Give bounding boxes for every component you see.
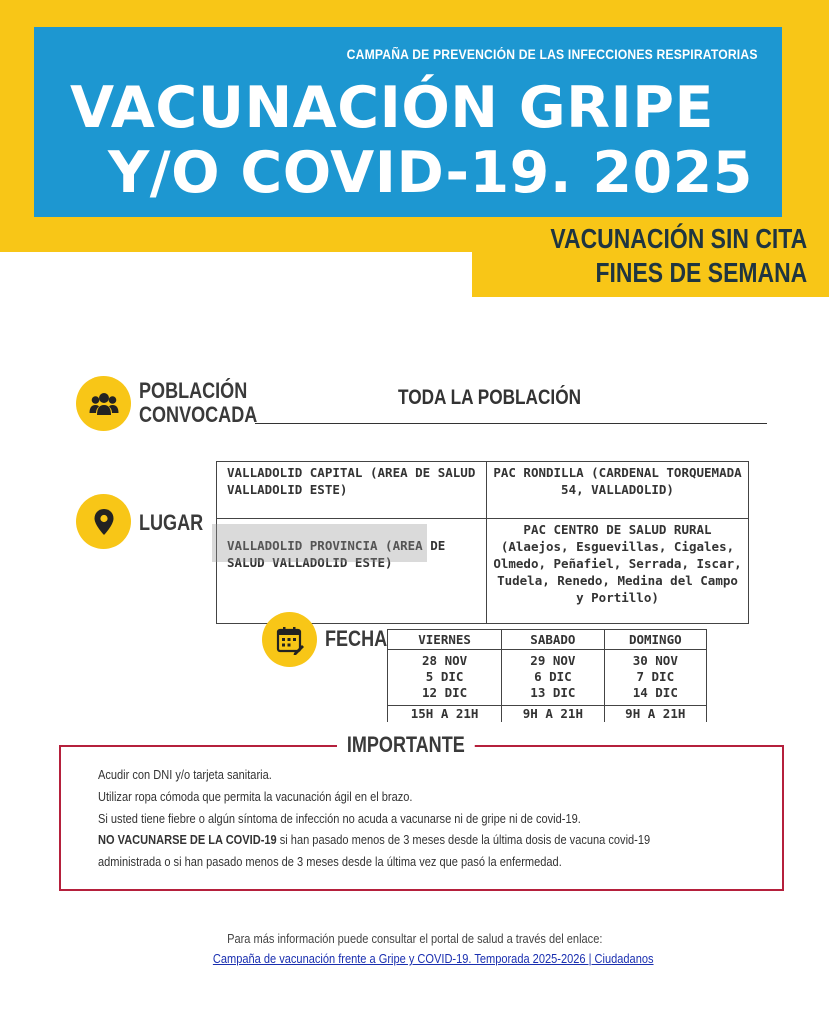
poblacion-value: TODA LA POBLACIÓN	[398, 386, 582, 409]
importante-bold: NO VACUNARSE DE LA COVID-19	[98, 832, 277, 847]
main-title-line1: VACUNACIÓN GRIPE	[70, 75, 714, 141]
area-cell: VALLADOLID PROVINCIA (AREA DE SALUD VALLADOLID ESTE)	[217, 519, 487, 624]
importante-rest: si han pasado menos de 3 meses desde la última dosis de vacuna covid-19	[276, 832, 651, 847]
main-title-line2: Y/O COVID-19. 2025	[108, 140, 753, 206]
day-header: SABADO	[502, 630, 604, 650]
fecha-label: FECHA	[325, 626, 388, 651]
date-value: 6 DIC	[534, 669, 572, 684]
group-icon	[76, 376, 131, 431]
footer-link-text[interactable]: Campaña de vacunación frente a Gripe y COVID-19. Temporada 2025-2026 | Ciudadanos	[212, 951, 654, 966]
importante-line: Acudir con DNI y/o tarjeta sanitaria.	[98, 767, 272, 782]
walk-in-line2: FINES DE SEMANA	[595, 257, 807, 288]
date-value: 7 DIC	[636, 669, 675, 684]
table-header-row	[388, 630, 707, 650]
day-header: DOMINGO	[604, 630, 706, 650]
hours-cell: 9H A 21H	[502, 706, 604, 723]
calendar-icon	[262, 612, 317, 667]
place-cell: PAC RONDILLA (CARDENAL TORQUEMADA 54, VALLADOLID)	[487, 462, 749, 519]
footer-info	[0, 931, 829, 946]
date-cell	[604, 650, 706, 706]
importante-line	[98, 832, 650, 847]
footer-info-text: Para más información puede consultar el portal de salud a través del enlace:	[226, 931, 603, 946]
date-value: 12 DIC	[422, 685, 468, 700]
day-header: VIERNES	[388, 630, 502, 650]
date-value: 14 DIC	[632, 685, 678, 700]
poblacion-label-line2: CONVOCADA	[139, 402, 258, 427]
area-cell: VALLADOLID CAPITAL (AREA DE SALUD VALLADOLID ESTE)	[217, 462, 487, 519]
table-row	[388, 650, 707, 706]
lugar-label: LUGAR	[139, 510, 204, 535]
poblacion-underline	[255, 423, 767, 424]
poblacion-label	[139, 379, 257, 427]
date-cell	[388, 650, 502, 706]
importante-line: administrada o si han pasado menos de 3 meses desde la última vez que pasó la enfermedad.	[98, 854, 562, 869]
date-value: 29 NOV	[530, 653, 576, 668]
date-value: 28 NOV	[422, 653, 468, 668]
walk-in-tab	[472, 217, 829, 297]
importante-title: IMPORTANTE	[337, 732, 475, 758]
hours-cell: 9H A 21H	[604, 706, 706, 723]
campaign-subtitle: CAMPAÑA DE PREVENCIÓN DE LAS INFECCIONES RESPIRATORIAS	[347, 47, 758, 62]
footer-link[interactable]	[0, 951, 829, 966]
importante-line: Utilizar ropa cómoda que permita la vacunación ágil en el brazo.	[98, 789, 413, 804]
table-row	[388, 706, 707, 723]
date-value: 30 NOV	[632, 653, 678, 668]
scan-smudge	[212, 524, 427, 562]
hours-cell: 15H A 21H	[388, 706, 502, 723]
place-cell: PAC CENTRO DE SALUD RURAL (Alaejos, Esguevillas, Cigales, Olmedo, Peñafiel, Serrada, Iscar, Tudela, Renedo, Medina del Campo y Portillo)	[487, 519, 749, 624]
importante-line: Si usted tiene fiebre o algún síntoma de infección no acuda a vacunarse ni de gripe ni de covid-19.	[98, 811, 581, 826]
date-cell	[502, 650, 604, 706]
header-title-box	[34, 27, 782, 217]
location-pin-icon	[76, 494, 131, 549]
walk-in-line1: VACUNACIÓN SIN CITA	[550, 223, 807, 254]
date-value: 5 DIC	[425, 669, 464, 684]
poblacion-label-line1: POBLACIÓN	[139, 378, 248, 403]
date-value: 13 DIC	[530, 685, 576, 700]
table-row	[217, 462, 749, 519]
fecha-table	[387, 629, 707, 722]
